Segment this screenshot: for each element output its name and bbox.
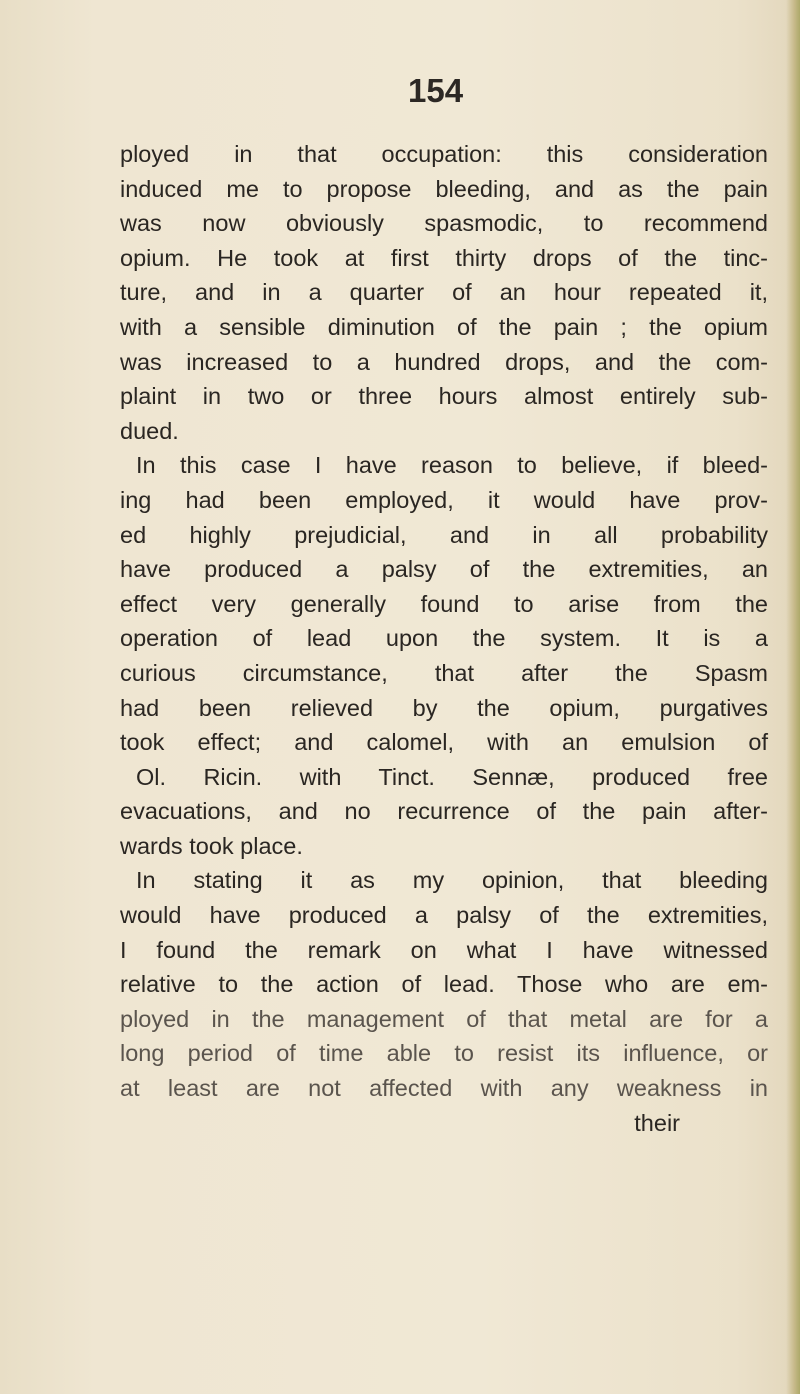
text-line-28: at least are not affected with any weakness in (120, 1075, 768, 1102)
text-line-22: In stating it as my opinion, that bleeding (136, 867, 768, 894)
text-line-1: ployed in that occupation: this consideration (120, 141, 768, 167)
text-line-3: was now obviously spasmodic, to recommend (120, 210, 768, 237)
text-line-25: relative to the action of lead. Those who are em- (120, 971, 768, 998)
catchword: their (634, 1109, 680, 1136)
body-text (120, 137, 768, 1140)
text-line-17: had been relieved by the opium, purgatives (120, 694, 768, 721)
page-number: 154 (408, 72, 464, 109)
text-line-8: plaint in two or three hours almost entirely sub- (120, 383, 768, 410)
text-line-26: ployed in the management of that metal are for a (120, 1005, 768, 1032)
text-line-6: with a sensible diminution of the pain ; the opium (120, 313, 768, 340)
text-line-16: curious circumstance, that after the Spasm (120, 659, 768, 686)
text-line-2: induced me to propose bleeding, and as the pain (120, 175, 768, 202)
text-line-13: have produced a palsy of the extremities, an (120, 556, 768, 583)
text-line-24: I found the remark on what I have witnessed (120, 936, 768, 963)
text-line-14: effect very generally found to arise from the (120, 590, 768, 617)
text-line-11: ing had been employed, it would have prov- (120, 486, 768, 513)
text-line-21: wards took place. (120, 832, 303, 859)
text-line-4: opium. He took at first thirty drops of the tinc- (120, 244, 768, 271)
text-line-15: operation of lead upon the system. It is a (120, 625, 768, 652)
text-line-10: In this case I have reason to believe, if bleed- (136, 452, 768, 479)
text-line-27: long period of time able to resist its influence, or (120, 1040, 768, 1067)
text-line-7: was increased to a hundred drops, and the com- (120, 348, 768, 375)
text-line-9: dued. (120, 417, 179, 444)
text-line-20: evacuations, and no recurrence of the pain after- (120, 798, 768, 825)
text-line-19: Ol. Ricin. with Tinct. Sennæ, produced free (136, 763, 768, 790)
text-line-5: ture, and in a quarter of an hour repeated it, (120, 279, 768, 306)
text-line-12: ed highly prejudicial, and in all probability (120, 521, 768, 548)
text-line-18: took effect; and calomel, with an emulsion of (120, 729, 768, 756)
text-line-23: would have produced a palsy of the extremities, (120, 902, 768, 929)
page-edge-shadow (786, 0, 800, 1394)
